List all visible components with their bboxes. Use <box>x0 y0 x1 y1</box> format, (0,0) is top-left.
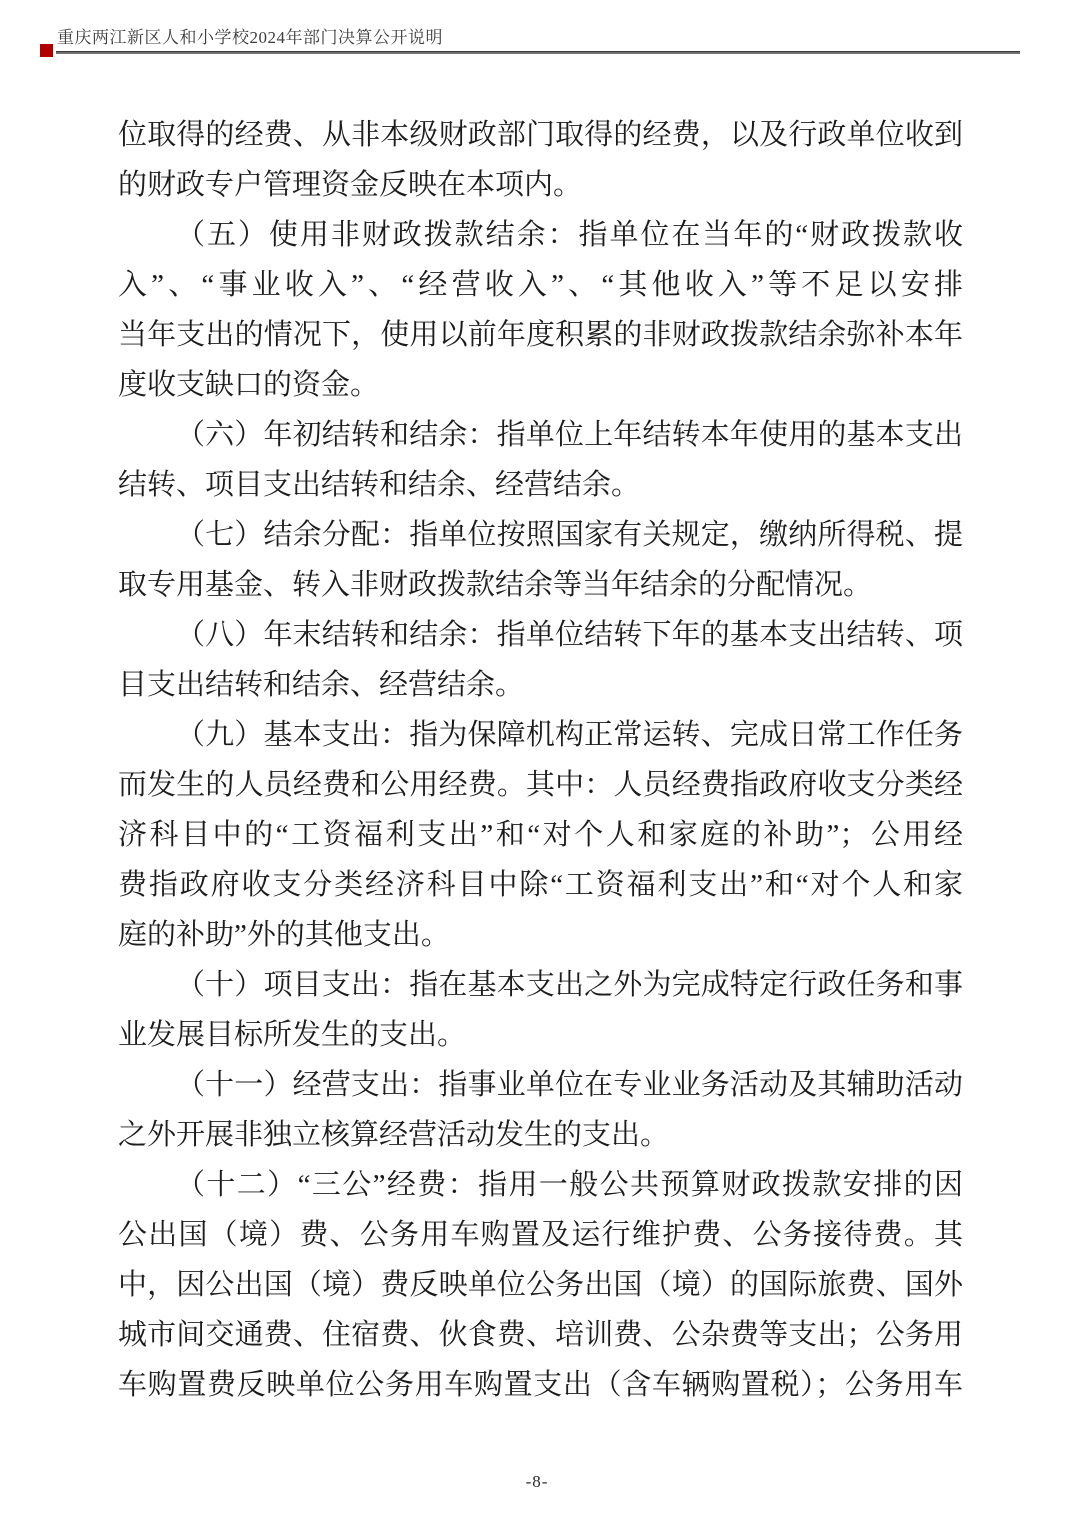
body-text <box>118 110 963 1410</box>
body-line: 度收支缺口的资金。 <box>118 369 380 401</box>
body-line: （六）年初结转和结余：指单位上年结转本年使用的基本支出 <box>176 419 963 451</box>
body-line: 的财政专户管理资金反映在本项内。 <box>118 169 583 201</box>
body-line: 中，因公出国（境）费反映单位公务出国（境）的国际旅费、国外 <box>118 1269 963 1301</box>
body-line: （九）基本支出：指为保障机构正常运转、完成日常工作任务 <box>176 719 963 751</box>
body-line: 位取得的经费、从非本级财政部门取得的经费，以及行政单位收到 <box>118 119 963 151</box>
red-square-marker <box>40 44 53 57</box>
page-number: -8- <box>525 1472 549 1491</box>
body-line: （十一）经营支出：指事业单位在专业业务活动及其辅助活动 <box>176 1069 963 1101</box>
body-line: 庭的补助”外的其他支出。 <box>118 919 450 951</box>
body-line: 取专用基金、转入非财政拨款结余等当年结余的分配情况。 <box>118 569 873 601</box>
body-line: （十）项目支出：指在基本支出之外为完成特定行政任务和事 <box>176 969 963 1001</box>
document-header-title: 重庆两江新区人和小学校2024年部门决算公开说明 <box>57 28 443 47</box>
header-rule <box>56 51 1020 54</box>
body-line: （五）使用非财政拨款结余：指单位在当年的“财政拨款收 <box>176 219 963 251</box>
body-line: （八）年末结转和结余：指单位结转下年的基本支出结转、项 <box>176 619 963 651</box>
body-line: 之外开展非独立核算经营活动发生的支出。 <box>118 1119 670 1151</box>
body-line: 业发展目标所发生的支出。 <box>118 1019 467 1051</box>
body-line: 目支出结转和结余、经营结余。 <box>118 669 525 701</box>
body-line: 城市间交通费、住宿费、伙食费、培训费、公杂费等支出；公务用 <box>118 1319 963 1351</box>
body-line: 济科目中的“工资福利支出”和“对个人和家庭的补助”；公用经 <box>118 819 963 851</box>
body-line: （十二）“三公”经费：指用一般公共预算财政拨款安排的因 <box>176 1169 963 1201</box>
document-footer <box>0 1472 1074 1492</box>
body-line: 结转、项目支出结转和结余、经营结余。 <box>118 469 641 501</box>
body-line: （七）结余分配：指单位按照国家有关规定，缴纳所得税、提 <box>176 519 963 551</box>
body-line: 公出国（境）费、公务用车购置及运行维护费、公务接待费。其 <box>118 1219 963 1251</box>
body-line: 当年支出的情况下，使用以前年度积累的非财政拨款结余弥补本年 <box>118 319 963 351</box>
body-line: 车购置费反映单位公务用车购置支出（含车辆购置税）；公务用车 <box>118 1369 963 1401</box>
body-line: 而发生的人员经费和公用经费。其中：人员经费指政府收支分类经 <box>118 769 963 801</box>
document-header <box>57 27 1020 48</box>
body-line: 费指政府收支分类经济科目中除“工资福利支出”和“对个人和家 <box>118 869 963 901</box>
body-line: 入”、“事业收入”、“经营收入”、“其他收入”等不足以安排 <box>118 269 963 301</box>
